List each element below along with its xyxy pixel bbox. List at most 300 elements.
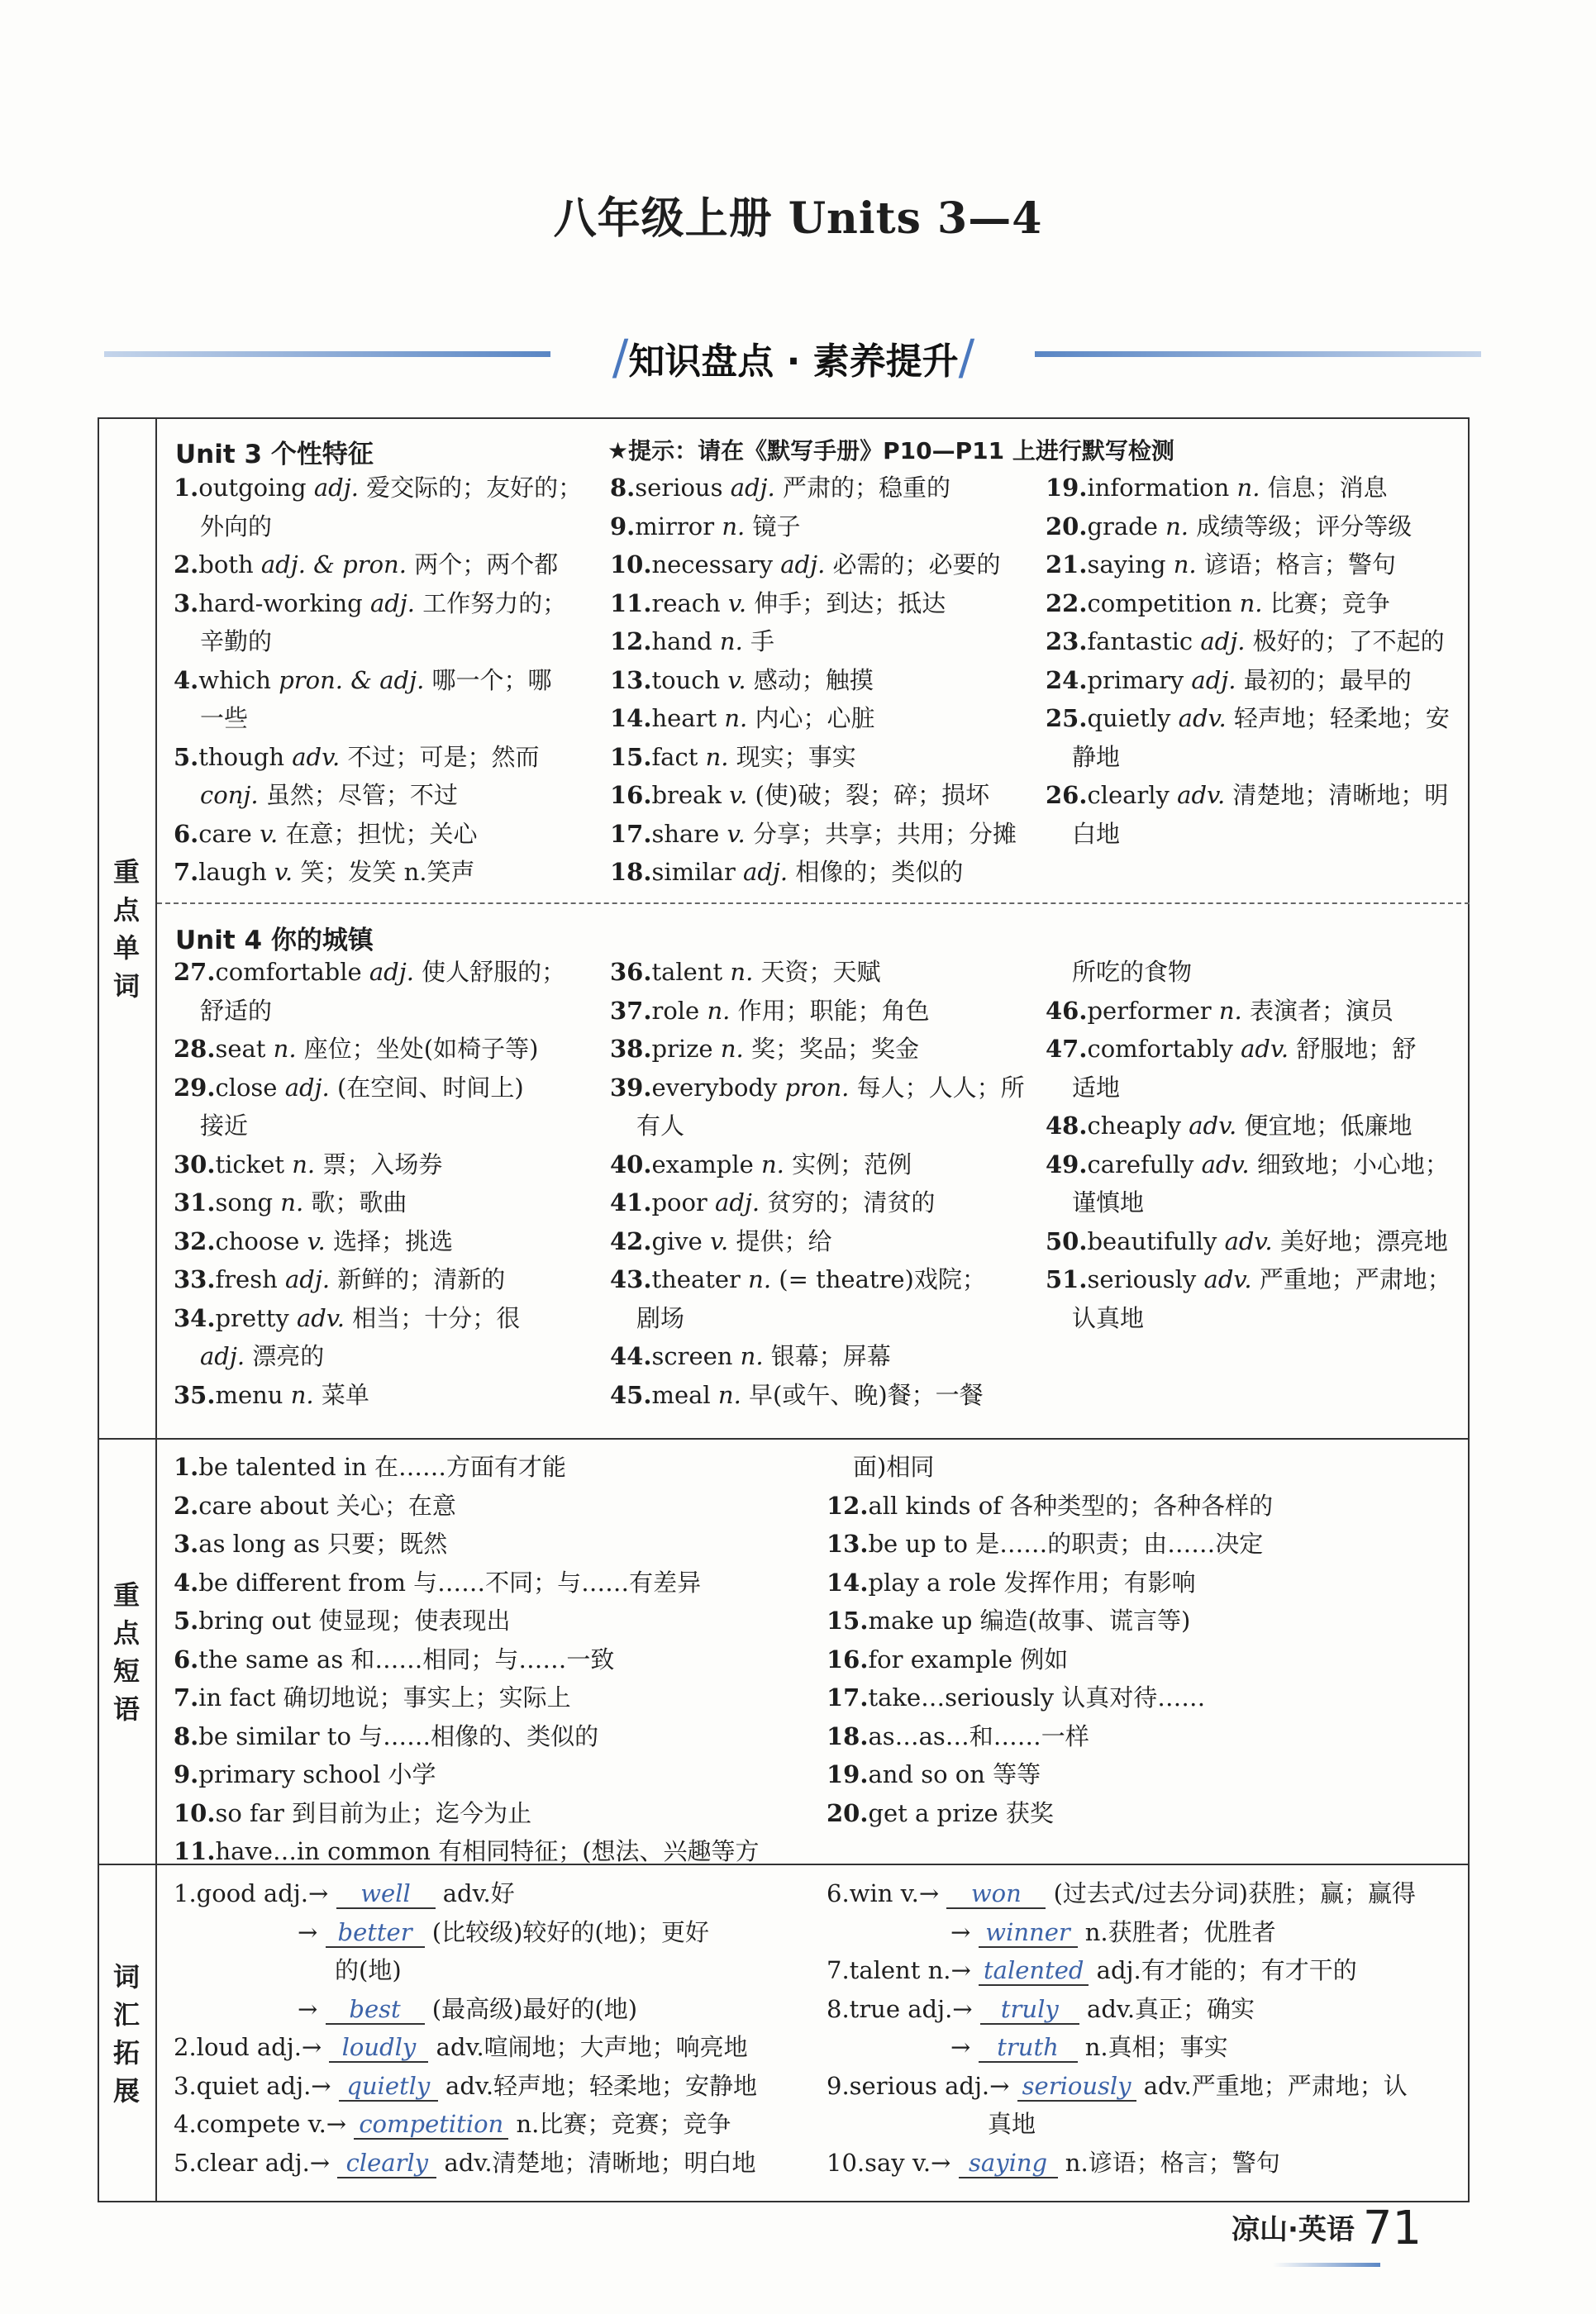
entry-definition: 现实；事实 <box>736 742 856 771</box>
phrase-entry <box>827 1487 1455 1526</box>
entry-word: role <box>651 996 707 1025</box>
entry-definition: 虽然；尽管；不过 <box>265 781 458 809</box>
expansion-stem: 4.compete v.→ <box>174 2110 355 2138</box>
phrase-entry <box>827 1678 1455 1717</box>
word-entry <box>1046 1030 1475 1069</box>
banner-line-left <box>104 351 550 357</box>
phrase-text: be similar to 与……相像的、类似的 <box>198 1721 599 1750</box>
phrase-entry <box>174 1525 802 1564</box>
entry-word: seat <box>215 1035 274 1063</box>
expansion-stem: 10.say v.→ <box>827 2148 959 2177</box>
phrase-number: 16. <box>827 1645 869 1674</box>
entry-pos: v. <box>260 819 286 848</box>
expansion-entry <box>174 1913 802 1952</box>
expansion-stem: → <box>950 1917 979 1946</box>
word-entry <box>174 661 603 700</box>
entry-pos: n. <box>1236 474 1268 502</box>
answer-blank: talented <box>979 1956 1089 1986</box>
entry-pos: pron. & adj. <box>279 665 432 694</box>
entry-pos: adj. <box>1191 665 1244 694</box>
entry-pos: adv. <box>1177 781 1233 809</box>
entry-number: 37. <box>610 996 652 1025</box>
entry-word: clearly <box>1087 781 1178 809</box>
entry-number: 30. <box>174 1150 216 1178</box>
phrase-text: all kinds of 各种类型的；各种各样的 <box>868 1491 1274 1520</box>
word-entry <box>610 1260 1040 1299</box>
entry-number: 2. <box>174 550 199 578</box>
word-entry <box>1046 661 1475 700</box>
answer-blank: well <box>336 1879 436 1909</box>
side-label-expand <box>98 1865 155 2202</box>
entry-word: information <box>1087 474 1237 502</box>
expansion-stem: → <box>950 2033 979 2061</box>
entry-definition: 哪一个；哪 <box>431 665 552 694</box>
phrase-number: 18. <box>827 1721 869 1750</box>
entry-pos: n. <box>1165 512 1197 540</box>
entry-number: 42. <box>610 1226 652 1255</box>
expansion-stem: 1.good adj.→ <box>174 1879 336 1907</box>
entry-definition: (使)破；裂；碎；损坏 <box>755 781 990 809</box>
word-entry <box>174 622 603 661</box>
word-entry <box>1046 545 1475 584</box>
word-entry <box>174 776 603 815</box>
entry-number: 50. <box>1046 1226 1088 1255</box>
entry-pos: adv. <box>292 742 348 771</box>
entry-pos: v. <box>307 1226 333 1255</box>
expansion-meaning: n.比赛；竞赛；竞争 <box>516 2110 731 2138</box>
expansion-entry <box>827 1951 1455 1990</box>
entry-number: 44. <box>610 1342 652 1370</box>
entry-definition: 作用；职能；角色 <box>737 996 930 1025</box>
entry-word: grade <box>1087 512 1166 540</box>
entry-number: 32. <box>174 1226 216 1255</box>
word-entry <box>1046 992 1475 1031</box>
entry-word: talent <box>651 958 731 986</box>
phrase-text: 面)相同 <box>853 1453 935 1481</box>
word-entry <box>1046 584 1475 623</box>
expansion-meaning: adv.真正；确实 <box>1087 1994 1255 2023</box>
answer-blank: truth <box>979 2033 1078 2063</box>
expansion-entry <box>827 1913 1455 1952</box>
word-entry <box>1046 953 1475 992</box>
entry-pos: adj. <box>313 474 367 502</box>
word-entry <box>174 699 603 738</box>
phrase-text: the same as 和……相同；与……一致 <box>198 1645 615 1674</box>
entry-pos: n. <box>1173 550 1204 578</box>
entry-definition: 细致地；小心地； <box>1256 1150 1449 1178</box>
entry-pos: pron. <box>784 1073 857 1102</box>
phrase-entry <box>174 1832 802 1871</box>
entry-word: comfortable <box>215 958 369 986</box>
expansion-col2 <box>827 1874 1455 2182</box>
word-entry <box>1046 1069 1475 1107</box>
phrase-entry <box>174 1755 802 1794</box>
entry-number: 29. <box>174 1073 216 1102</box>
expansion-entry <box>174 2028 802 2067</box>
entry-pos: n. <box>290 1380 322 1409</box>
phrase-entry <box>174 1717 802 1756</box>
expansion-meaning: adv.好 <box>442 1879 515 1907</box>
phrase-text: bring out 使显现；使表现出 <box>198 1607 511 1635</box>
expansion-col1 <box>174 1874 802 2182</box>
phrase-entry <box>174 1678 802 1717</box>
phrase-number: 10. <box>174 1798 216 1827</box>
word-entry <box>174 1107 603 1145</box>
entry-number: 24. <box>1046 665 1088 694</box>
word-entry <box>610 507 1040 546</box>
entry-pos: adj. <box>200 1342 253 1370</box>
phrase-text: make up 编造(故事、谎言等) <box>868 1607 1191 1635</box>
entry-number: 3. <box>174 588 199 617</box>
expansion-entry <box>827 1990 1455 2029</box>
entry-definition: 贫穷的；清贫的 <box>767 1188 936 1217</box>
answer-blank: better <box>326 1918 425 1948</box>
word-entry <box>610 661 1040 700</box>
entry-word: everybody <box>651 1073 785 1102</box>
phrase-number: 8. <box>174 1721 199 1750</box>
phrase-entry <box>174 1448 802 1487</box>
word-entry <box>610 992 1040 1031</box>
entry-number: 27. <box>174 958 216 986</box>
phrase-text: so far 到目前为止；迄今为止 <box>215 1798 532 1827</box>
banner-line-right <box>1035 351 1481 357</box>
phrase-number: 17. <box>827 1683 869 1712</box>
entry-number: 38. <box>610 1035 652 1063</box>
expansion-entry <box>827 2028 1455 2067</box>
entry-word: example <box>651 1150 761 1178</box>
side-label-char: 词 <box>112 969 140 1002</box>
entry-word: saying <box>1087 550 1174 578</box>
phrase-entry <box>827 1564 1455 1602</box>
side-label-char: 点 <box>112 893 140 926</box>
word-entry <box>610 1145 1040 1184</box>
word-entry <box>610 1069 1040 1107</box>
entry-definition: 谨慎地 <box>1072 1188 1145 1217</box>
expansion-entry <box>174 1951 802 1990</box>
entry-word: necessary <box>651 550 781 578</box>
row-divider-vocab <box>98 1438 1470 1440</box>
banner-title: 知识盘点 · 素养提升 <box>628 340 959 383</box>
word-entry <box>174 545 603 584</box>
entry-word: which <box>198 665 279 694</box>
entry-number: 18. <box>610 858 652 886</box>
entry-definition: 天资；天赋 <box>760 958 881 986</box>
entry-definition: 静地 <box>1072 742 1121 771</box>
entry-pos: n. <box>719 627 751 655</box>
entry-number: 12. <box>610 627 652 655</box>
entry-pos: n. <box>740 1342 771 1370</box>
expansion-meaning: (比较级)较好的(地)；更好 <box>431 1917 710 1946</box>
entry-definition: 相像的；类似的 <box>795 858 964 886</box>
entry-pos: n. <box>1218 996 1250 1025</box>
phrase-entry <box>827 1602 1455 1640</box>
side-label-char: 汇 <box>112 1999 140 2031</box>
entry-pos: adj. <box>730 474 783 502</box>
expansion-stem: 5.clear adj.→ <box>174 2148 338 2177</box>
entry-number: 31. <box>174 1188 216 1217</box>
expansion-meaning: adv.严重地；严肃地；认 <box>1143 2071 1408 2100</box>
expansion-meaning: n.获胜者；优胜者 <box>1084 1917 1276 1946</box>
word-entry <box>1046 1222 1475 1261</box>
entry-pos: n. <box>280 1188 312 1217</box>
phrase-entry <box>827 1525 1455 1564</box>
side-label-phrases <box>98 1440 155 1864</box>
entry-pos: n. <box>760 1150 793 1178</box>
entry-definition: 银幕；屏幕 <box>770 1342 891 1370</box>
entry-number: 25. <box>1046 704 1088 732</box>
answer-blank: competition <box>354 2110 508 2140</box>
entry-definition: 座位；坐处(如椅子等) <box>303 1035 539 1063</box>
side-label-char: 拓 <box>112 2037 140 2069</box>
expansion-entry <box>174 1990 802 2029</box>
expansion-meaning: adj.有才能的；有才干的 <box>1096 1956 1357 1984</box>
phrase-entry <box>174 1602 802 1640</box>
phrase-entry <box>174 1487 802 1526</box>
entry-pos: v. <box>727 819 753 848</box>
entry-definition: 镜子 <box>752 512 801 540</box>
entry-pos: adj. & pron. <box>260 550 415 578</box>
answer-blank: loudly <box>329 2033 428 2063</box>
word-entry <box>1046 1260 1475 1299</box>
entry-word: comfortably <box>1087 1035 1241 1063</box>
entry-number: 14. <box>610 704 652 732</box>
entry-pos: adj. <box>715 1188 768 1217</box>
expansion-meaning: 的(地) <box>335 1956 402 1984</box>
entry-pos: adj. <box>743 858 796 886</box>
entry-word: seriously <box>1087 1265 1204 1293</box>
side-label-char: 单 <box>112 931 140 964</box>
entry-word: song <box>215 1188 281 1217</box>
entry-word: carefully <box>1087 1150 1202 1178</box>
answer-blank: saying <box>959 2149 1058 2178</box>
entry-number: 36. <box>610 958 652 986</box>
entry-word: pretty <box>215 1303 297 1332</box>
footer-accent-line <box>1273 2263 1380 2267</box>
entry-definition: 严肃的；稳重的 <box>783 474 951 502</box>
entry-pos: adv. <box>1241 1035 1297 1063</box>
entry-word: serious <box>635 474 731 502</box>
entry-pos: adj. <box>780 550 833 578</box>
expansion-meaning: adv.喧闹地；大声地；响亮地 <box>436 2033 748 2061</box>
entry-number: 51. <box>1046 1265 1088 1293</box>
entry-pos: n. <box>273 1035 304 1063</box>
expansion-stem: 9.serious adj.→ <box>827 2071 1017 2100</box>
phrases-col1 <box>174 1448 802 1871</box>
entry-definition: 工作努力的； <box>422 588 567 617</box>
expansion-stem: → <box>298 1994 326 2023</box>
expansion-meaning: adv.轻声地；轻柔地；安静地 <box>445 2071 758 2100</box>
entry-word: choose <box>215 1226 307 1255</box>
phrase-entry <box>174 1640 802 1679</box>
word-entry <box>610 1030 1040 1069</box>
word-entry <box>610 469 1040 507</box>
word-entry <box>1046 738 1475 777</box>
expansion-stem: 6.win v.→ <box>827 1879 947 1907</box>
side-label-char: 短 <box>112 1655 140 1687</box>
phrase-number: 1. <box>174 1453 199 1481</box>
unit3-heading: Unit 3 个性特征 <box>175 440 374 469</box>
entry-definition: 舒服地；舒 <box>1296 1035 1417 1063</box>
entry-word: cheaply <box>1087 1112 1189 1140</box>
entry-pos: n. <box>724 704 755 732</box>
entry-definition: 外向的 <box>200 512 273 540</box>
entry-word: menu <box>215 1380 291 1409</box>
entry-pos: adj. <box>369 958 422 986</box>
answer-blank: seriously <box>1017 2072 1136 2102</box>
entry-word: ticket <box>215 1150 293 1178</box>
entry-definition: 比赛；竞争 <box>1270 588 1390 617</box>
entry-pos: v. <box>727 665 754 694</box>
word-entry <box>610 699 1040 738</box>
word-entry <box>610 622 1040 661</box>
entry-number: 41. <box>610 1188 652 1217</box>
entry-definition: 内心；心脏 <box>755 704 875 732</box>
entry-number: 21. <box>1046 550 1088 578</box>
phrase-text: play a role 发挥作用；有影响 <box>868 1568 1196 1597</box>
entry-definition: 实例；范例 <box>792 1150 912 1178</box>
entry-definition: 表演者；演员 <box>1249 996 1394 1025</box>
phrase-text: have…in common 有相同特征；(想法、兴趣等方 <box>215 1837 760 1865</box>
entry-pos: n. <box>730 958 761 986</box>
entry-number: 28. <box>174 1035 216 1063</box>
entry-number: 4. <box>174 665 199 694</box>
phrase-entry <box>827 1755 1455 1794</box>
phrase-number: 11. <box>174 1837 216 1865</box>
entry-number: 47. <box>1046 1035 1088 1063</box>
entry-definition: 必需的；必要的 <box>832 550 1001 578</box>
entry-definition: 分享；共享；共用；分摊 <box>752 819 1017 848</box>
answer-blank: clearly <box>337 2149 436 2178</box>
entry-word: share <box>651 819 727 848</box>
entry-definition: 选择；挑选 <box>332 1226 453 1255</box>
entry-word: hard-working <box>198 588 370 617</box>
expansion-entry <box>174 2105 802 2144</box>
side-divider <box>155 417 157 2202</box>
entry-word: hand <box>651 627 720 655</box>
entry-definition: 舒适的 <box>200 996 273 1025</box>
unit3-col2 <box>610 469 1040 892</box>
phrase-number: 15. <box>827 1607 869 1635</box>
entry-definition: 使人舒服的； <box>422 958 566 986</box>
entry-definition: 信息；消息 <box>1267 474 1388 502</box>
entry-definition: 谚语；格言；警句 <box>1203 550 1396 578</box>
entry-word: fantastic <box>1087 627 1201 655</box>
phrase-number: 2. <box>174 1491 199 1520</box>
word-entry <box>174 507 603 546</box>
entry-pos: n. <box>720 1035 751 1063</box>
word-entry <box>1046 1145 1475 1184</box>
unit3-col3 <box>1046 469 1475 853</box>
phrases-col2 <box>827 1448 1455 1832</box>
expansion-meaning: n.谚语；格言；警句 <box>1065 2148 1280 2177</box>
entry-word: though <box>198 742 293 771</box>
expansion-stem: 8.true adj.→ <box>827 1994 980 2023</box>
entry-number: 15. <box>610 742 652 771</box>
entry-definition: 在意；担忧；关心 <box>285 819 478 848</box>
entry-pos: n. <box>748 1265 779 1293</box>
word-entry <box>1046 507 1475 546</box>
phrase-text: as…as…和……一样 <box>868 1721 1089 1750</box>
side-label-vocab <box>98 419 155 1438</box>
phrase-text: for example 例如 <box>868 1645 1069 1674</box>
entry-word: break <box>651 781 730 809</box>
entry-word: fact <box>651 742 706 771</box>
entry-definition: 最初的；最早的 <box>1243 665 1412 694</box>
entry-pos: adv. <box>1224 1226 1280 1255</box>
entry-definition: 接近 <box>200 1112 249 1140</box>
entry-number: 48. <box>1046 1112 1088 1140</box>
entry-pos: adv. <box>1189 1112 1245 1140</box>
entry-word: primary <box>1087 665 1192 694</box>
word-entry <box>1046 815 1475 854</box>
entry-pos: conj. <box>200 781 266 809</box>
expansion-meaning: (最高级)最好的(地) <box>431 1994 638 2023</box>
phrase-text: in fact 确切地说；事实上；实际上 <box>198 1683 571 1712</box>
expansion-stem: → <box>298 1917 326 1946</box>
expansion-entry <box>827 2144 1455 2183</box>
entry-definition: 严重地；严肃地； <box>1259 1265 1451 1293</box>
word-entry <box>174 584 603 623</box>
entry-word: competition <box>1087 588 1240 617</box>
unit-divider <box>157 902 1470 904</box>
expansion-meaning: adv.清楚地；清晰地；明白地 <box>444 2148 756 2177</box>
word-entry <box>174 1376 603 1415</box>
entry-word: performer <box>1087 996 1219 1025</box>
word-entry <box>610 953 1040 992</box>
entry-word: touch <box>651 665 728 694</box>
entry-number: 23. <box>1046 627 1088 655</box>
phrase-entry <box>827 1794 1455 1833</box>
slash-icon: / <box>958 329 975 385</box>
unit3-col1 <box>174 469 603 892</box>
answer-blank: best <box>326 1995 425 2025</box>
entry-word: theater <box>651 1265 749 1293</box>
entry-number: 35. <box>174 1380 216 1409</box>
word-entry <box>610 815 1040 854</box>
phrase-entry <box>827 1640 1455 1679</box>
expansion-stem: 2.loud adj.→ <box>174 2033 330 2061</box>
expansion-stem: 3.quiet adj.→ <box>174 2071 339 2100</box>
answer-blank: truly <box>980 1995 1079 2025</box>
phrase-number: 5. <box>174 1607 199 1635</box>
phrase-text: get a prize 获奖 <box>868 1798 1054 1827</box>
word-entry <box>1046 699 1475 738</box>
slash-icon: / <box>612 329 629 385</box>
entry-pos: n. <box>722 512 753 540</box>
word-entry <box>610 545 1040 584</box>
section-banner <box>529 329 1058 385</box>
entry-pos: n. <box>717 1380 750 1409</box>
entry-definition: 白地 <box>1072 819 1121 848</box>
word-entry <box>174 1069 603 1107</box>
entry-number: 46. <box>1046 996 1088 1025</box>
entry-definition: 适地 <box>1072 1073 1121 1102</box>
word-entry <box>174 1337 603 1376</box>
entry-number: 49. <box>1046 1150 1088 1178</box>
word-entry <box>1046 622 1475 661</box>
side-label-char: 点 <box>112 1616 140 1649</box>
entry-word: quietly <box>1087 704 1179 732</box>
phrase-entry <box>827 1448 1455 1487</box>
entry-word: prize <box>651 1035 721 1063</box>
word-entry <box>174 738 603 777</box>
entry-number: 9. <box>610 512 636 540</box>
entry-definition: 笑；发笑 n.笑声 <box>300 858 475 886</box>
word-entry <box>610 1222 1040 1261</box>
expansion-entry <box>827 1874 1455 1913</box>
entry-definition: 伸手；到达；抵达 <box>754 588 946 617</box>
unit4-col1 <box>174 953 603 1414</box>
